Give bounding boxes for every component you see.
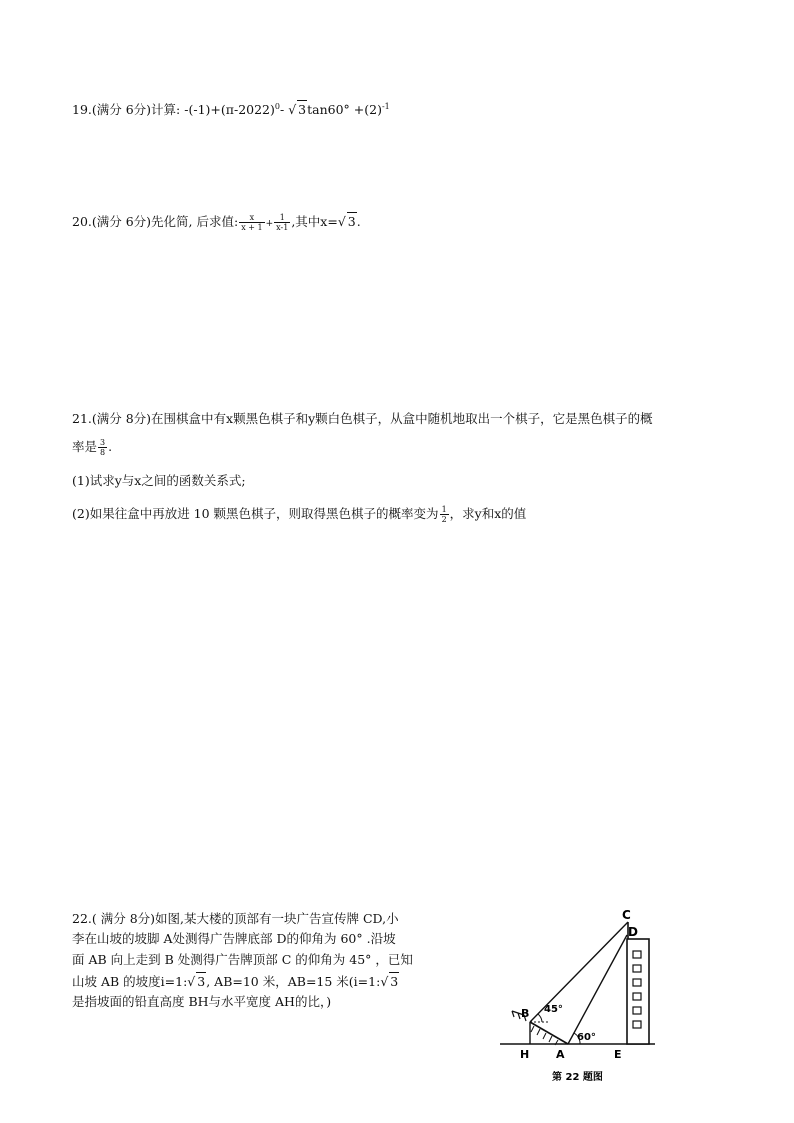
q21-half-fraction xyxy=(440,505,449,524)
angle-45-label: 45° xyxy=(544,1004,563,1015)
q21-line2-text: 率是 xyxy=(72,439,98,454)
q21-part-2 xyxy=(72,505,526,524)
question-20: 20.(满分 6分)先化简, 后求值: $\frac{x}{x + 1}$ + $\frac{1}{x-1}$ ,其中x=√ 3. xyxy=(72,213,361,232)
q21-probability-fraction xyxy=(98,438,107,457)
q20-fraction-2 xyxy=(274,213,290,232)
q20-end: . xyxy=(356,214,361,229)
q22-line-1: 22.( 满分 8分)如图,某大楼的顶部有一块广告宣传牌 CD,小 xyxy=(72,911,399,926)
question-19: 19.(满分 6分)计算: $-(-1)+(\pi-2022)^0-$ √ $3\tan 60^\circ +(2)^{-1}$ xyxy=(72,102,390,118)
q19-sqrt: 3 xyxy=(298,102,307,118)
q20-lead: 20.(满分 6分)先化简, 后求值: xyxy=(72,214,239,229)
q19-exponent-zero: 0 xyxy=(274,102,280,111)
q22-line-5: 是指坡面的铅直高度 BH与水平宽度 AH的比，) xyxy=(72,994,332,1009)
q21-line-1: 21.(满分 8分)在围棋盒中有x颗黑色棋子和y颗白色棋子，从盒中随机地取出一个棋子，它是黑色棋子的概 xyxy=(72,411,653,426)
q21-part-1: (1)试求y与x之间的函数关系式; xyxy=(72,473,246,488)
q21-half-denominator: 2 xyxy=(441,515,447,524)
label-e: E xyxy=(614,1048,622,1061)
label-c: C xyxy=(622,908,631,922)
q22-line-4: 山坡 AB 的坡度i=1:√ 3, AB=10 米，AB=15 米(i=1:√ 3 xyxy=(72,974,399,989)
q22-figure xyxy=(490,905,690,1095)
q19-lead: 19.(满分 6分)计算: xyxy=(72,102,185,118)
sight-line-ad xyxy=(568,935,627,1044)
q21-line-2 xyxy=(72,438,112,457)
q21-part2-text: (2)如果往盒中再放进 10 颗黑色棋子，则取得黑色棋子的概率变为 xyxy=(72,506,439,521)
q19-expr-a: -(-1)+(π-2022) xyxy=(184,102,275,118)
q22-line4-a: 山坡 AB 的坡度i=1: xyxy=(72,974,188,989)
q22-line4-b: , AB=10 米，AB=15 米(i=1: xyxy=(206,974,381,989)
figure-caption: 第 22 题图 xyxy=(552,1072,603,1083)
q20-fraction-1 xyxy=(239,213,264,232)
q21-half-numerator: 1 xyxy=(441,505,447,514)
q22-sqrt-1: 3 xyxy=(197,974,206,989)
q22-line-3: 面 AB 向上走到 B 处测得广告牌顶部 C 的仰角为 45° ，已知 xyxy=(72,952,413,967)
angle-arc-45 xyxy=(538,1014,542,1022)
q20-f2-numerator: 1 xyxy=(274,213,290,223)
label-h: H xyxy=(520,1048,530,1061)
q20-f1-denominator: x + 1 xyxy=(241,223,263,232)
slope-ab xyxy=(530,1022,568,1044)
q20-sqrt: 3 xyxy=(347,214,356,229)
q20-f2-denominator: x-1 xyxy=(276,223,289,232)
q19-expr-b: - xyxy=(279,102,289,118)
q19-exponent-neg1: -1 xyxy=(381,102,390,111)
angle-60-label: 60° xyxy=(577,1032,596,1043)
q20-tail: ,其中x= xyxy=(291,214,338,229)
label-d: D xyxy=(628,925,638,939)
q21-line2-end: . xyxy=(108,439,113,454)
q21-prob-numerator: 3 xyxy=(100,438,106,447)
q21-part2-end: ，求y和x的值 xyxy=(449,506,527,521)
q20-plus: + xyxy=(265,219,274,229)
label-b: B xyxy=(521,1007,530,1020)
q22-line-2: 李在山坡的坡脚 A处测得广告牌底部 D的仰角为 60° .沿坡 xyxy=(72,931,396,946)
q19-expr-c: tan60° +(2) xyxy=(307,102,382,118)
q20-f1-numerator: x xyxy=(239,213,264,223)
label-a: A xyxy=(556,1048,565,1061)
q22-sqrt-2: 3 xyxy=(390,974,399,989)
q21-prob-denominator: 8 xyxy=(100,448,106,457)
